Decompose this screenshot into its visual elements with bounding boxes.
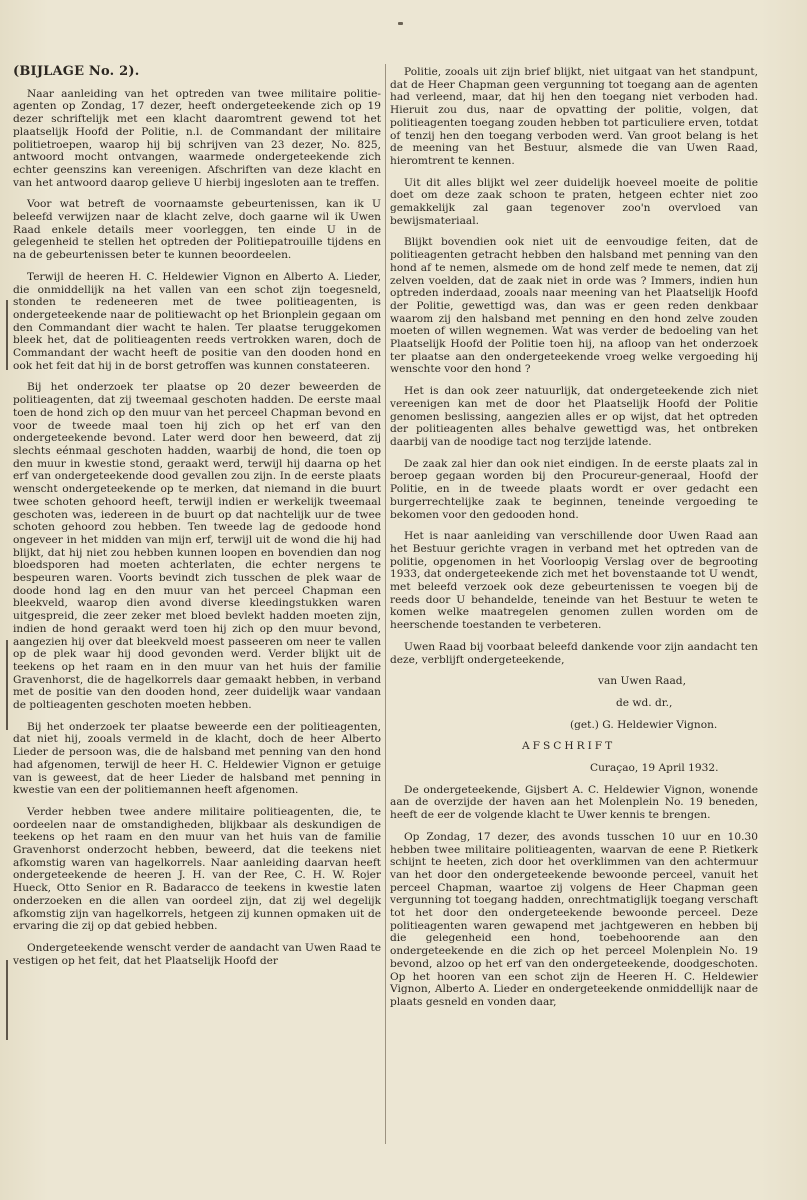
paragraph: Voor wat betreft de voornaamste gebeurtenissen, kan ik U beleefd verwijzen naar de klacht zelve, doch gaarne wil ik Uwen Raad enkele details meer voorleggen, ten einde U in de gelegenheid te stellen het optreden der Politiepatrouille tijdens en na de gebeurtenissen beter te kunnen beoordeelen. — [13, 198, 381, 262]
signature: (get.) G. Heldewier Vignon. — [570, 718, 718, 731]
paragraph: Blijkt bovendien ook niet uit de eenvoudige feiten, dat de politieagenten getracht hebben den halsband met penning van den hond af te nemen, alsmede om de hond zelf mede te nemen, dat zij zelven voelden, dat de zaak niet in orde was ? Immers, indien hun optreden inderdaad, zooals naar meening van het Plaatselijk Hoofd der Politie, gewettigd was, dan was er geen reden denkbaar waarom zij den halsband met penning en den hond zelve zouden moeten of willen wegnemen. Wat was verder de bedoeling van het Plaatselijk Hoofd der Politie toen hij, na afloop van het onderzoek ter plaatse aan den ondergeteekende vroeg welke vergoeding hij wenschte voor den hond ? — [390, 236, 758, 376]
paragraph: Politie, zooals uit zijn brief blijkt, niet uitgaat van het standpunt, dat de Heer Chapman geen vergunning tot toegang aan de agenten had verleend, maar, dat hij hen den toegang niet verboden had. Hieruit zou dus, naar de opvatting der politie, volgen, dat politieagenten toegang zouden hebben tot particuliere erven, totdat of tenzij hen den toegang verboden werd. Van groot belang is het de meening van het Bestuur, alsmede die van Uwen Raad, hieromtrent te kennen. — [390, 66, 758, 167]
margin-mark — [6, 300, 8, 370]
right-column — [390, 66, 758, 1018]
left-column — [13, 66, 381, 976]
paragraph: Terwijl de heeren H. C. Heldewier Vignon en Alberto A. Lieder, die onmiddellijk na het vallen van een schot zijn toegesneld, stonden te redeneeren met de twee politieagenten, is ondergeteekende naar de politiewacht op het Brionplein gegaan om den Commandant dier wacht te halen. Ter plaatse teruggekomen bleek het, dat de politieagenten reeds vertrokken waren, doch de Commandant der wacht heeft de positie van den dooden hond en ook het feit dat hij in de borst getroffen was kunnen constateeren. — [13, 270, 381, 372]
paragraph: Ondergeteekende wenscht verder de aandacht van Uwen Raad te vestigen op het feit, dat het Plaatselijk Hoofd der — [13, 942, 382, 967]
closing-line: de wd. dr., — [616, 696, 673, 709]
paragraph: Bij het onderzoek ter plaatse op 20 dezer beweerden de politieagenten, dat zij tweemaal geschoten hadden. De eerste maal toen de hond zich op den muur van het perceel Chapman bevond en voor de tweede maal toen hij zich op het erf van den ondergeteekende bevond. Later werd door hen beweerd, dat zij slechts eénmaal geschoten hadden, waarbij de hond, die toen op den muur in kwestie stond, geraakt werd, terwijl hij daarna op het erf van ondergeteekende dood gevallen zou zijn. In de eerste plaats wenscht ondergeteekende op te merken, dat niemand in die buurt twee schoten gehoord heeft, terwijl indien er werkelijk tweemaal geschoten was, iedereen in de buurt op dat nachtelijk uur de twee schoten gehoord zou hebben. Ten tweede lag de gedoode hond ongeveer in het midden van mijn erf, terwijl uit de wond die hij had blijkt, dat hij niet zou hebben kunnen loopen en bovendien dan nog bloedsporen had moeten achterlaten, die echter nergens te bespeuren waren. Voorts bevindt zich tusschen de plek waar de doode hond lag en den muur van het perceel Chapman een bleekveld, waarop dien avond diverse kleedingstukken waren uitgespreid, die zeer zeker met bloed bevlekt hadden moeten zijn, indien de hond geraakt werd toen hij zich op den muur bevond, aangezien hij over dat bleekveld moest passeeren om neer te vallen op de plek waar hij dood gevonden werd. Verder blijkt uit de teekens op het raam en in den muur van het huis der familie Gravenhorst, die de hagelkorrels daar gemaakt hebben, in verband met de positie van den dooden hond, zeer duidelijk waar vandaan de poltieagenten geschoten moeten hebben. — [13, 381, 381, 712]
paragraph: De ondergeteekende, Gijsbert A. C. Heldewier Vignon, wonende aan de overzijde der haven aan het Molenplein No. 19 beneden, heeft de eer de volgende klacht te Uwer kennis te brengen. — [390, 783, 758, 822]
column-divider — [385, 64, 386, 1144]
paragraph: Bij het onderzoek ter plaatse beweerde een der politieagenten, dat niet hij, zooals vermeld in de klacht, doch de heer Alberto Lieder de persoon was, die de halsband met penning van den hond had afgenomen, terwijl de heer H. C. Heldewier Vignon er getuige van is geweest, dat de heer Lieder de halsband met penning in kwestie van een der politiemannen heeft afgenomen. — [13, 720, 381, 797]
paragraph: Op Zondag, 17 dezer, des avonds tusschen 10 uur en 10.30 hebben twee militaire politieagenten, waarvan de eene P. Rietkerk schijnt te heeten, zich door het overklimmen van den achtermuur van het door den ondergeteekende bewoonde perceel, vanuit het perceel Chapman, waartoe zij volgens de Heer Chapman geen vergunning tot toegang hadden, onrechtmatiglijk toegang verschaft tot het door den ondergeteekende bewoonde perceel. Deze politieagenten waren gewapend met jachtgeweren en hebben bij die gelegenheid een hond, toebehoorende aan den ondergeteekende en die zich op het perceel Molenplein No. 19 bevond, alzoo op het erf van den ondergeteekende, doodgeschoten. Op het hooren van een schot zijn de Heeren H. C. Heldewier Vignon, Alberto A. Lieder en ondergeteekende onmiddellijk naar de plaats gesneld en vonden daar, — [390, 830, 758, 1008]
paragraph: Uwen Raad bij voorbaat beleefd dankende voor zijn aandacht ten deze, verblijft ondergeteekende, — [390, 640, 758, 666]
date-line: Curaçao, 19 April 1932. — [590, 762, 719, 775]
margin-mark — [6, 960, 8, 1040]
closing-line: van Uwen Raad, — [598, 675, 686, 688]
paragraph: Het is naar aanleiding van verschillende door Uwen Raad aan het Bestuur gerichte vragen in verband met het optreden van de politie, opgenomen in het Voorloopig Verslag over de begrooting 1933, dat ondergeteekende zich met het bovenstaande tot U wendt, met beleefd verzoek ook deze gebeurtenissen te voegen bij de reeds door U behandelde, teneinde van het Bestuur te weten te komen welke maatregelen genomen zullen worden om de heerschende toestanden te verbeteren. — [390, 530, 758, 632]
paragraph: De zaak zal hier dan ook niet eindigen. In de eerste plaats zal in beroep gegaan worden bij den Procureur-generaal, Hoofd der Politie, en in de tweede plaats wordt er over gedacht een burgerrechtelijke zaak te beginnen, teneinde vergoeding te bekomen voor den gedooden hond. — [390, 457, 758, 521]
paragraph: Verder hebben twee andere militaire politieagenten, die, te oordeelen naar de omstandigheden, blijkbaar als deskundigen de teekens op het raam en den muur van het huis van de familie Gravenhorst onderzocht hebben, beweerd, dat die teekens niet afkomstig waren van hagelkorrels. Naar aanleiding daarvan heeft ondergeteekende de heeren J. H. van der Ree, C. H. W. Rojer Hueck, Otto Senior en R. Badaracco de teekens in kwestie laten onderzoeken en die allen van oordeel zijn, dat zij wel degelijk afkomstig zijn van hagelkorrels, hetgeen zij kunnen opmaken uit de ervaring die zij op dat gebied hebben. — [13, 805, 381, 933]
margin-mark — [6, 640, 8, 730]
paragraph: Naar aanleiding van het optreden van twee militaire politie-agenten op Zondag, 17 dezer, heeft ondergeteekende zich op 19 dezer schriftelijk met een klacht daaromtrent gewend tot het plaatselijk Hoofd der Politie, n.l. de Commandant der militaire politietroepen, waarop hij bij schrijven van 23 dezer, No. 825, antwoord mocht ontvangen, waarmede ondergeteekende zich echter geenszins kan vereenigen. Afschriften van deze klacht en van het antwoord daarop gelieve U hierbij ingesloten aan te treffen. — [13, 87, 381, 189]
page-title: (BIJLAGE No. 2). — [13, 64, 140, 79]
page-mark — [398, 22, 403, 25]
paragraph: Uit dit alles blijkt wel zeer duidelijk hoeveel moeite de politie doet om deze zaak schoon te praten, hetgeen echter niet zoo gemakkelijk zal gaan tegenover zoo'n overvloed van bewijsmateriaal. — [390, 176, 758, 227]
section-title: AFSCHRIFT — [522, 740, 616, 753]
paragraph: Het is dan ook zeer natuurlijk, dat ondergeteekende zich niet vereenigen kan met de door het Plaatselijk Hoofd der Politie genomen beslissing, aangezien alles er op wijst, dat het optreden der politieagenten alles behalve gewettigd was, het ontbreken daarbij van de noodige tact nog terzijde latende. — [390, 385, 758, 448]
